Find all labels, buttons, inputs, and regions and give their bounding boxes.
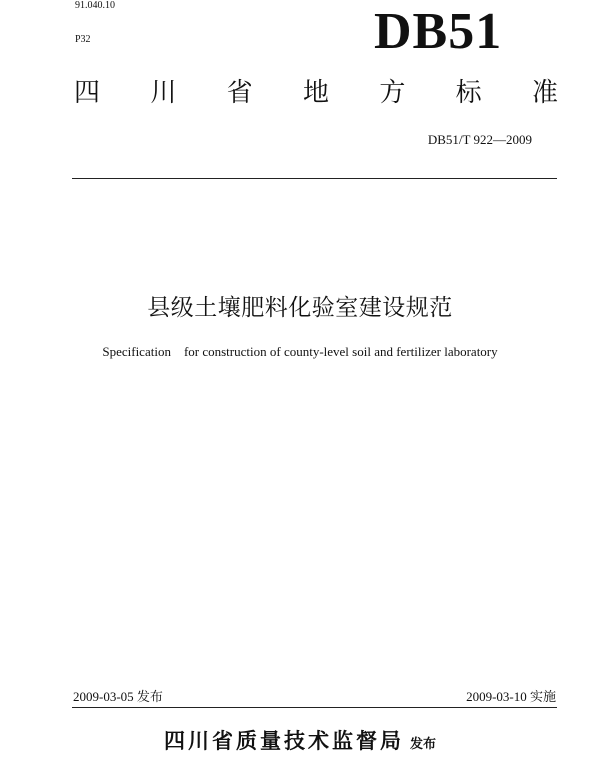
standard-type-char: 四 (74, 78, 101, 108)
implementation-date: 2009-03-10 实施 (466, 689, 556, 704)
standard-type-char: 方 (379, 78, 406, 108)
issuer-name: 四川省质量技术监督局 (163, 729, 404, 753)
bottom-divider (72, 707, 557, 708)
top-divider (72, 178, 557, 179)
ccs-code: P32 (75, 34, 91, 45)
issuer-suffix: 发布 (409, 737, 436, 752)
standard-type-char: 标 (455, 78, 482, 108)
standard-type-char: 准 (531, 78, 558, 108)
title-chinese: 县级土壤肥料化验室建设规范 (147, 295, 453, 321)
standard-number: DB51/T 922—2009 (427, 132, 532, 147)
standard-type-char: 地 (302, 78, 329, 108)
standard-type-char: 川 (150, 78, 177, 108)
issuer-line (0, 725, 600, 755)
standard-type-heading (74, 80, 558, 106)
db51-logo: DB51 (374, 3, 503, 60)
title-english: Specification for construction of county-level soil and fertilizer laboratory (102, 344, 498, 359)
ics-code: 91.040.10 (75, 0, 115, 11)
standard-type-char: 省 (226, 78, 253, 108)
publish-date: 2009-03-05 发布 (73, 689, 163, 704)
